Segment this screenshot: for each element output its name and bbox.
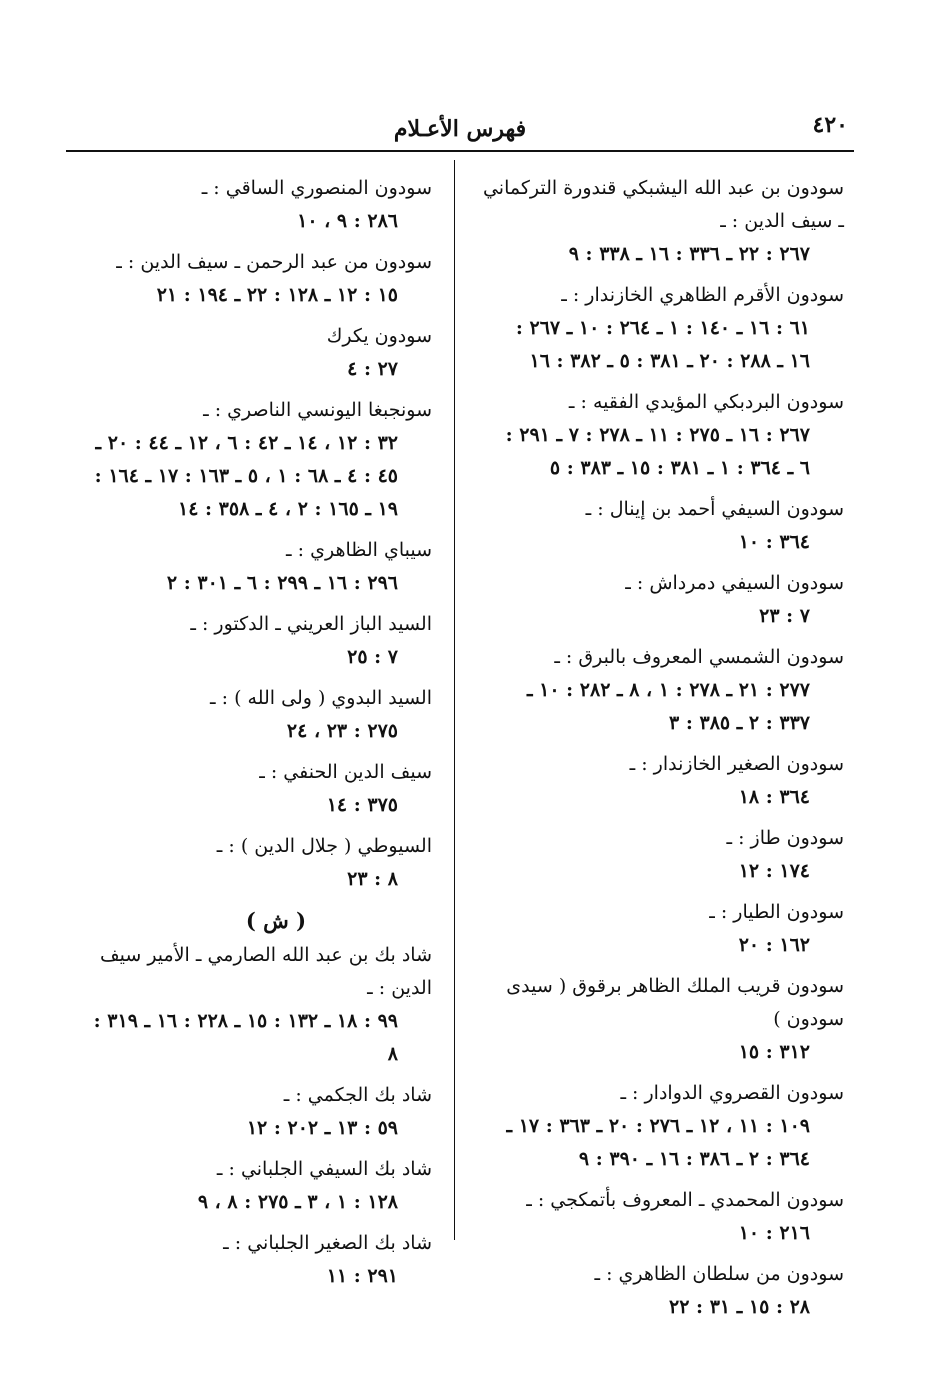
entry-name: شاد بك بن عبد الله الصارمي ـ الأمير سيف الدين : ـ bbox=[99, 944, 432, 999]
index-column-left bbox=[60, 172, 432, 1301]
index-entry bbox=[60, 394, 432, 526]
index-entry bbox=[60, 756, 432, 822]
entry-name: سيباي الظاهري : ـ bbox=[286, 539, 432, 561]
section-letter: ( ش ) bbox=[245, 908, 307, 933]
entry-name: سودون البردبكي المؤيدي الفقيه : ـ bbox=[568, 391, 844, 413]
index-entry bbox=[472, 1077, 844, 1176]
entry-page-refs: ٩٩ : ١٨ ـ ١٣٢ : ١٥ ـ ٢٢٨ : ١٦ ـ ٣١٩ : bbox=[93, 1010, 398, 1032]
entry-page-refs: ٣٦٤ : ٢ ـ ٣٨٦ : ١٦ ـ ٣٩٠ : ٩ bbox=[578, 1148, 810, 1170]
index-entry bbox=[60, 320, 432, 386]
entry-page-refs: ٢٦٧ : ٢٢ ـ ٣٣٦ : ١٦ ـ ٣٣٨ : ٩ bbox=[568, 243, 810, 265]
entry-page-refs: ٤٥ : ٤ ـ ٦٨ : ١ ، ٥ ـ ١٦٣ : ١٧ ـ ١٦٤ : bbox=[94, 465, 398, 487]
header-rule bbox=[66, 150, 854, 152]
entry-name: سودون الشمسي المعروف بالبرق : ـ bbox=[554, 646, 844, 668]
page-header bbox=[66, 112, 854, 148]
entry-name: سودون المحمدي ـ المعروف بأتمكجي : ـ bbox=[526, 1189, 844, 1211]
entry-page-refs: ٣٢ : ١٢ ، ١٤ ـ ٤٢ : ٦ ، ١٢ ـ ٤٤ : ٢٠ ـ bbox=[95, 432, 398, 454]
column-divider bbox=[454, 160, 455, 1240]
entry-page-refs: ١٧٤ : ١٢ bbox=[738, 860, 810, 882]
index-entry bbox=[60, 682, 432, 748]
entry-name: سودون السيفي أحمد بن إينال : ـ bbox=[585, 498, 844, 520]
index-entry bbox=[472, 493, 844, 559]
entry-page-refs: ٣١٢ : ١٥ bbox=[738, 1041, 810, 1063]
entry-page-refs: ١٢٨ : ١ ، ٣ ـ ٢٧٥ : ٨ ، ٩ bbox=[197, 1191, 398, 1213]
entry-page-refs: ٢٧ : ٤ bbox=[347, 358, 398, 380]
entry-name: سودون الأقرم الظاهري الخازندار : ـ bbox=[561, 284, 844, 306]
entry-name: سونجبغا اليونسي الناصري : ـ bbox=[203, 399, 432, 421]
entry-page-refs: ١٠٩ : ١١ ، ١٢ ـ ٢٧٦ : ٢٠ ـ ٣٦٣ : ١٧ ـ bbox=[506, 1115, 810, 1137]
entry-page-refs: ٢٩١ : ١١ bbox=[326, 1265, 398, 1287]
entry-page-refs: ٥٩ : ١٣ ـ ٢٠٢ : ١٢ bbox=[246, 1117, 398, 1139]
index-entry bbox=[472, 970, 844, 1069]
entry-name: سودون الصغير الخازندار : ـ bbox=[629, 753, 844, 775]
index-entry bbox=[60, 246, 432, 312]
entry-page-refs: ٦١ : ١٦ ـ ١٤٠ : ١ ـ ٢٦٤ : ١٠ ـ ٢٦٧ : bbox=[515, 317, 810, 339]
entry-name: سيف الدين الحنفي : ـ bbox=[259, 761, 432, 783]
entry-name: السيوطي ( جلال الدين ) : ـ bbox=[216, 835, 432, 857]
entry-name: سودون من عبد الرحمن ـ سيف الدين : ـ bbox=[116, 251, 432, 273]
entry-name: سودون يكرك bbox=[326, 325, 432, 347]
entry-page-refs: ٢٧٥ : ٢٣ ، ٢٤ bbox=[286, 720, 398, 742]
entry-page-refs: ٢٨ : ١٥ ـ ٣١ : ٢٢ bbox=[669, 1296, 810, 1318]
entry-name: سودون القصروي الدوادار : ـ bbox=[620, 1082, 844, 1104]
index-entry bbox=[60, 1227, 432, 1293]
index-entry bbox=[60, 172, 432, 238]
entry-name: سودون قريب الملك الظاهر برقوق ( سيدى سودون ) bbox=[506, 975, 844, 1030]
index-entry bbox=[60, 1079, 432, 1145]
index-entry bbox=[60, 939, 432, 1071]
index-entry bbox=[472, 1258, 844, 1324]
entry-page-refs: ٢١٦ : ١٠ bbox=[738, 1222, 810, 1244]
entry-name: شاد بك الصغير الجلباني : ـ bbox=[223, 1232, 432, 1254]
entry-page-refs: ٣٣٧ : ٢ ـ ٣٨٥ : ٣ bbox=[669, 712, 810, 734]
page-title: فهرس الأعـلام bbox=[393, 116, 527, 142]
entry-page-refs: ٢٧٧ : ٢١ ـ ٢٧٨ : ١ ، ٨ ـ ٢٨٢ : ١٠ ـ bbox=[526, 679, 810, 701]
entry-page-refs: ٢٦٧ : ١٦ ـ ٢٧٥ : ١١ ـ ٢٧٨ : ٧ ـ ٢٩١ : bbox=[505, 424, 810, 446]
index-column-right bbox=[472, 172, 844, 1332]
entry-name: سودون المنصوري الساقي : ـ bbox=[201, 177, 432, 199]
index-entry bbox=[472, 748, 844, 814]
index-entry bbox=[472, 1184, 844, 1250]
index-entry bbox=[472, 172, 844, 271]
entry-page-refs: ٢٩٦ : ١٦ ـ ٢٩٩ : ٦ ـ ٣٠١ : ٢ bbox=[166, 572, 398, 594]
index-entry bbox=[472, 386, 844, 485]
entry-page-refs: ٧ : ٢٥ bbox=[347, 646, 398, 668]
entry-name: شاد بك الجكمي : ـ bbox=[283, 1084, 432, 1106]
entry-page-refs: ١٥ : ١٢ ـ ١٢٨ : ٢٢ ـ ١٩٤ : ٢١ bbox=[156, 284, 398, 306]
index-entry bbox=[472, 896, 844, 962]
entry-name: سودون من سلطان الظاهري : ـ bbox=[594, 1263, 844, 1285]
entry-page-refs: ٣٦٤ : ١٨ bbox=[738, 786, 810, 808]
entry-page-refs: ٣٦٤ : ١٠ bbox=[738, 531, 810, 553]
entry-page-refs: ٨ bbox=[387, 1043, 398, 1065]
entry-page-refs: ١٦ ـ ٢٨٨ : ٢٠ ـ ٣٨١ : ٥ ـ ٣٨٢ : ١٦ bbox=[529, 350, 810, 372]
entry-name: سودون السيفي دمرداش : ـ bbox=[625, 572, 844, 594]
entry-name: سودون الطيار : ـ bbox=[709, 901, 844, 923]
entry-page-refs: ٣٧٥ : ١٤ bbox=[326, 794, 398, 816]
entry-name: السيد الباز العريني ـ الدكتور : ـ bbox=[190, 613, 432, 635]
index-entry bbox=[472, 822, 844, 888]
index-entry bbox=[60, 830, 432, 896]
entry-name: سودون بن عبد الله اليشبكي قندورة التركماني ـ سيف الدين : ـ bbox=[482, 177, 844, 232]
entry-name: السيد البدوي ( ولى الله ) : ـ bbox=[210, 687, 432, 709]
entry-page-refs: ١٩ ـ ١٦٥ : ٢ ، ٤ ـ ٣٥٨ : ١٤ bbox=[178, 498, 398, 520]
entry-name: سودون طاز : ـ bbox=[726, 827, 844, 849]
index-entry bbox=[472, 641, 844, 740]
index-entry bbox=[472, 279, 844, 378]
entry-name: شاد بك السيفي الجلباني : ـ bbox=[216, 1158, 432, 1180]
entry-page-refs: ٢٨٦ : ٩ ، ١٠ bbox=[297, 210, 398, 232]
entry-page-refs: ١٦٢ : ٢٠ bbox=[738, 934, 810, 956]
index-entry bbox=[472, 567, 844, 633]
index-entry bbox=[60, 534, 432, 600]
page-number: ٤٢٠ bbox=[812, 112, 848, 138]
entry-page-refs: ٧ : ٢٣ bbox=[759, 605, 810, 627]
entry-page-refs: ٨ : ٢٣ bbox=[347, 868, 398, 890]
index-entry bbox=[60, 1153, 432, 1219]
index-entry bbox=[60, 608, 432, 674]
entry-page-refs: ٦ ـ ٣٦٤ : ١ ـ ٣٨١ : ١٥ ـ ٣٨٣ : ٥ bbox=[549, 457, 810, 479]
